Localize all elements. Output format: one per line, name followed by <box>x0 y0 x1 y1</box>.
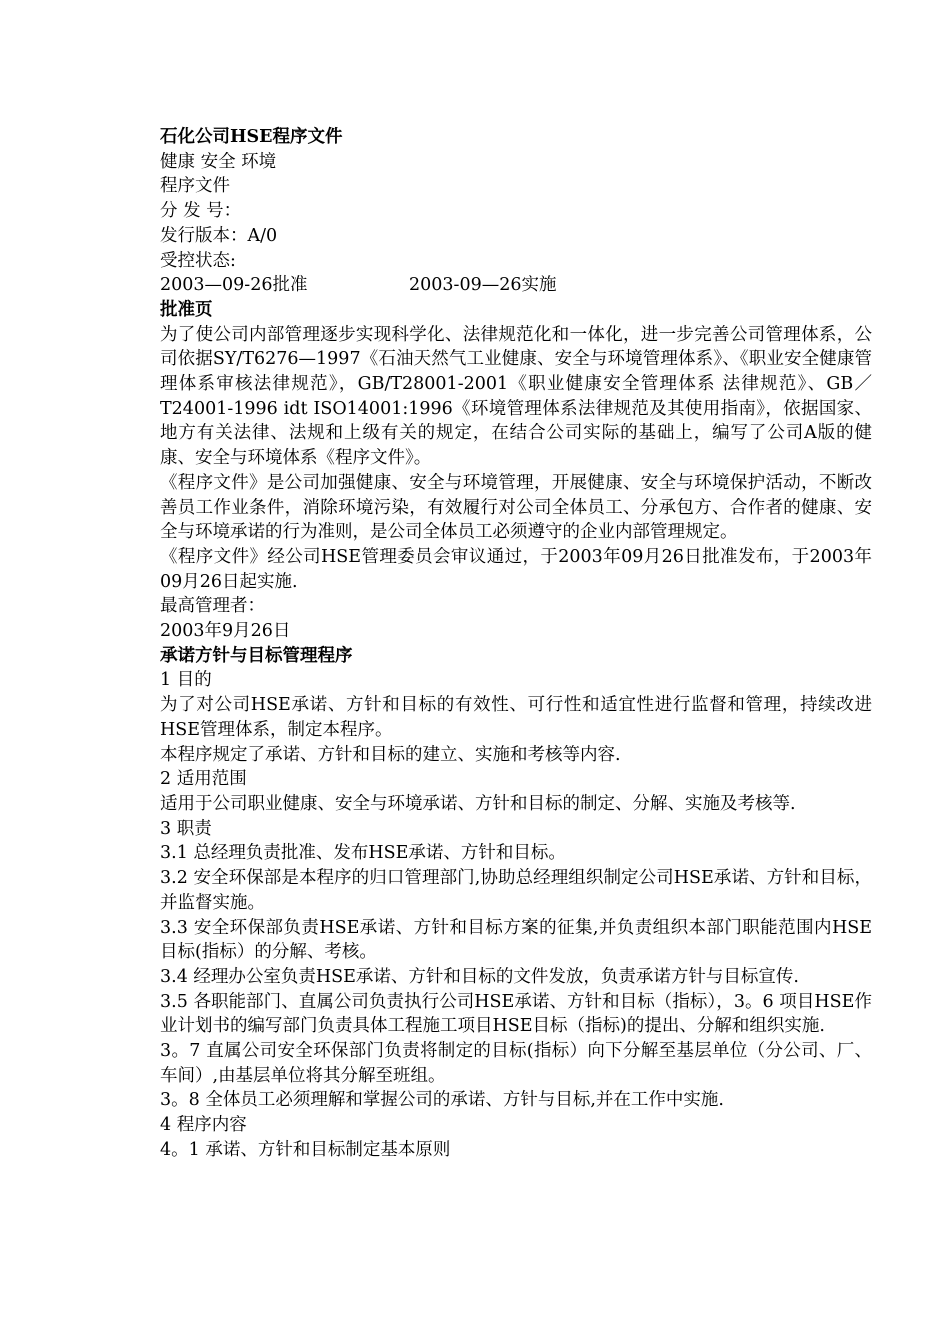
section-3-title: 3 职责 <box>160 818 212 839</box>
date-row <box>160 273 872 298</box>
release-version: 发行版本：A/0 <box>160 225 278 246</box>
section-2-paragraph-1: 适用于公司职业健康、安全与环境承诺、方针和目标的制定、分解、实施及考核等. <box>160 793 796 814</box>
section-1-paragraph-1: 为了对公司HSE承诺、方针和目标的有效性、可行性和适宜性进行监督和管理，持续改进HSE管理体系，制定本程序。 <box>160 695 872 740</box>
approval-paragraph-1: 为了使公司内部管理逐步实现科学化、法律规范化和一体化，进一步完善公司管理体系，公司依据SY/T6276—1997《石油天然气工业健康、安全与环境管理体系》、《职业安全健康管理体系审核法律规范》，GB/T28001-2001《职业健康安全管理体系 法律规范》、GB／T24001-1996 idt ISO14001:1996《环境管理体系法律规范及其使用指南》，依据国家、地方有关法律、法规和上级有关的规定，在结合公司实际的基础上，编写了公司A版的健康、安全与环境体系《程序文件》。 <box>160 324 872 469</box>
approval-paragraph-2: 《程序文件》是公司加强健康、安全与环境管理，开展健康、安全与环境保护活动，不断改善员工作业条件，消除环境污染，有效履行对公司全体员工、分承包方、合作者的健康、安全与环境承诺的行为准则，是公司全体员工必须遵守的企业内部管理规定。 <box>160 472 872 543</box>
control-status: 受控状态: <box>160 250 236 271</box>
section-1-paragraph-2: 本程序规定了承诺、方针和目标的建立、实施和考核等内容. <box>160 744 621 765</box>
clause-3-2: 3.2 安全环保部是本程序的归口管理部门,协助总经理组织制定公司HSE承诺、方针和目标，并监督实施。 <box>160 868 872 913</box>
clause-4-1: 4。1 承诺、方针和目标制定基本原则 <box>160 1139 451 1160</box>
document-body <box>160 125 872 1163</box>
approval-paragraph-3: 《程序文件》经公司HSE管理委员会审议通过，于2003年09月26日批准发布，于2003年09月26日起实施. <box>160 546 872 592</box>
clause-3-5: 3.5 各职能部门、直属公司负责执行公司HSE承诺、方针和目标（指标），3。6 项目HSE作业计划书的编写部门负责具体工程施工项目HSE目标（指标)的提出、分解和组织实施. <box>160 991 872 1037</box>
signature-date: 2003年9月26日 <box>160 621 291 642</box>
doc-type-line: 程序文件 <box>160 176 230 197</box>
clause-3-8: 3。8 全体员工必须理解和掌握公司的承诺、方针与目标,并在工作中实施. <box>160 1090 724 1111</box>
clause-3-3: 3.3 安全环保部负责HSE承诺、方针和目标方案的征集,并负责组织本部门职能范围内HSE目标(指标）的分解、考核。 <box>160 917 872 963</box>
procedure-heading: 承诺方针与目标管理程序 <box>160 645 353 666</box>
section-2-title: 2 适用范围 <box>160 769 247 790</box>
clause-3-7: 3。7 直属公司安全环保部门负责将制定的目标(指标）向下分解至基层单位（分公司、厂、车间）,由基层单位将其分解至班组。 <box>160 1041 872 1086</box>
document-title: 石化公司HSE程序文件 <box>160 127 343 147</box>
subject-line: 健康 安全 环境 <box>160 151 277 172</box>
top-manager-label: 最高管理者： <box>160 596 265 617</box>
approved-date: 2003—09-26批准 <box>160 275 308 296</box>
section-1-title: 1 目的 <box>160 670 212 691</box>
approval-page-heading: 批准页 <box>160 299 213 320</box>
clause-3-4: 3.4 经理办公室负责HSE承诺、方针和目标的文件发放，负责承诺方针与目标宣传. <box>160 966 799 987</box>
distribution-number: 分 发 号： <box>160 201 242 222</box>
effective-date: 2003-09—26实施 <box>409 275 557 296</box>
section-4-title: 4 程序内容 <box>160 1115 247 1136</box>
clause-3-1: 3.1 总经理负责批准、发布HSE承诺、方针和目标。 <box>160 843 566 864</box>
